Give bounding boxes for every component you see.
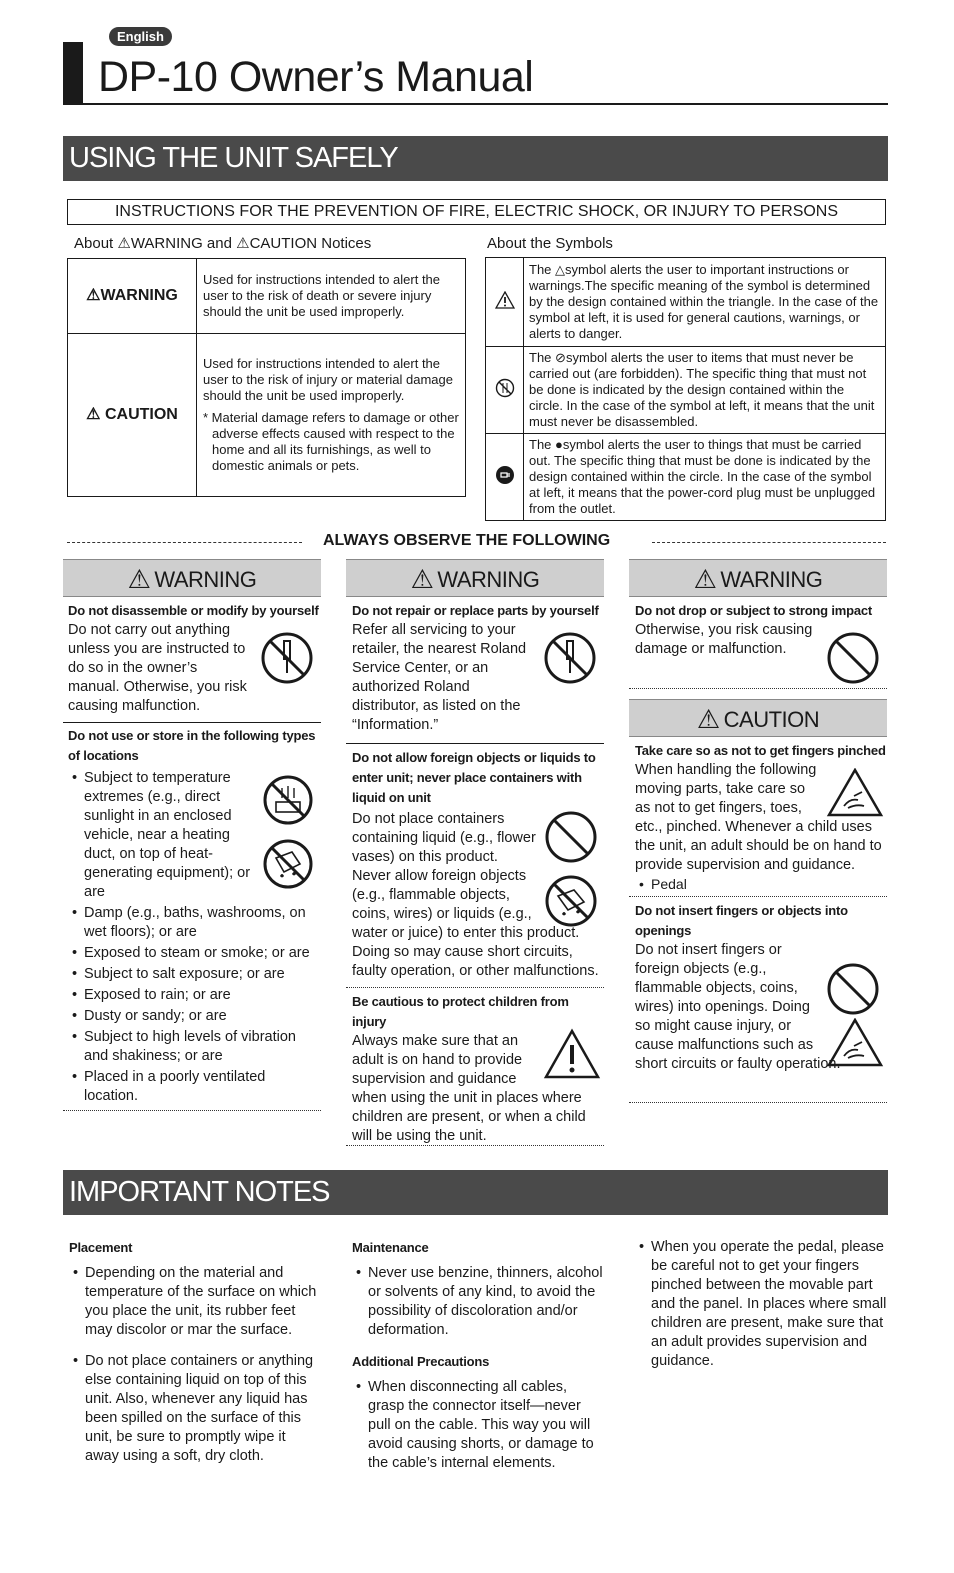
triangle-outline-icon: △ (555, 262, 566, 277)
forbidden-symbol-desc: The ⊘symbol alerts the user to items that must never be carried out (are forbidden). The specific thing that must not be done is indicated by the design contained within the circle. In the case of the symbol at left, it means that the unit must never be disassembled. (524, 347, 886, 434)
divider (346, 1145, 604, 1146)
pinched-list (629, 875, 887, 894)
triangle-symbol-desc: The △symbol alerts the user to important instructions or warnings.The specific meaning of the symbol is determined by the design contained within the triangle. In the case of the symbol at left, it is used for general cautions, warnings, or alerts to danger. (524, 258, 886, 347)
divider (629, 896, 887, 897)
heading-openings: Do not insert fingers or objects into openings (635, 903, 848, 938)
caution-triangle-icon: ⚠ (236, 235, 250, 252)
always-observe-heading: ALWAYS OBSERVE THE FOLLOWING (323, 532, 611, 549)
no-disassemble-icon (260, 631, 314, 685)
divider (629, 1102, 887, 1103)
warning-label-cell: ⚠WARNING (68, 259, 197, 334)
divider (629, 688, 887, 689)
divider (652, 542, 886, 543)
warning-triangle-icon: ⚠ (117, 235, 131, 252)
pedal-note-list (635, 1238, 887, 1371)
no-liquid-icon (544, 874, 598, 928)
additional-list (352, 1378, 604, 1473)
list-item: • Subject to salt exposure; or are (68, 965, 321, 984)
notices-table (67, 258, 466, 497)
list-item: • Subject to temperature extremes (e.g., direct sunlight in an enclosed vehicle, near a heating duct, on top of heat-generating equipment); or are (68, 769, 321, 902)
list-item: • Placed in a poorly ventilated location. (68, 1068, 321, 1106)
text-repair: Refer all servicing to your retailer, the nearest Roland Service Center, or an authorized Roland distributor, as listed on the “Information.” (352, 622, 527, 733)
text-openings: Do not insert fingers or foreign objects (e.g., flammable objects, coins, wires) into openings. Doing so might cause injury, or cause malfunctions such as short circuits or faulty operation. (635, 942, 841, 1072)
heading-children: Be cautious to protect children from injury (352, 994, 569, 1029)
heading-disassemble: Do not disassemble or modify by yourself (68, 603, 319, 618)
instructions-title: INSTRUCTIONS FOR THE PREVENTION OF FIRE, ELECTRIC SHOCK, OR INJURY TO PERSONS (67, 199, 886, 225)
list-item: • Exposed to steam or smoke; or are (68, 944, 321, 963)
placement-list (69, 1264, 321, 1466)
no-repair-icon (543, 631, 597, 685)
list-item: • Pedal (635, 875, 887, 894)
warning-triangle-icon: ⚠ (86, 287, 101, 304)
heading-repair: Do not repair or replace parts by yourself (352, 603, 599, 618)
heading-drop: Do not drop or subject to strong impact (635, 603, 873, 618)
divider (67, 542, 302, 543)
additional-heading: Additional Precautions (352, 1354, 490, 1369)
list-item: • When you operate the pedal, please be careful not to get your fingers pinched between the movable part and the panel. In places where small children are present, make sure that an adult provides supervision and guidance. (635, 1238, 887, 1371)
caution-triangle-icon: ⚠ (696, 704, 720, 734)
section-title-notes: IMPORTANT NOTES (63, 1170, 888, 1215)
heading-locations: Do not use or store in the following types of locations (68, 728, 316, 763)
divider (346, 987, 604, 988)
text-foreign-objects: Do not place containers containing liquid (e.g., flower vases) on this product. Never allow foreign objects (e.g., flammable objects, coins, wires) or liquids (e.g., water or juice) to enter this product. Doing so may cause short circuits, faulty operation, or other malfunctions. (352, 811, 599, 979)
warning-desc: Used for instructions intended to alert the user to the risk of death or severe injury should the unit be used improperly. (197, 259, 466, 334)
triangle-symbol-cell (486, 258, 524, 347)
symbols-table (485, 257, 886, 521)
caution-desc-cell (197, 334, 466, 497)
title-accent-bar (63, 42, 83, 104)
list-item: • Exposed to rain; or are (68, 986, 321, 1005)
divider (63, 1110, 321, 1111)
no-water-icon (262, 838, 314, 890)
maintenance-heading: Maintenance (352, 1240, 429, 1255)
text-disassemble: Do not carry out anything unless you are instructed to do so in the owner’s manual. Otherwise, you risk causing malfunction. (68, 622, 247, 714)
caution-label-cell: ⚠ CAUTION (68, 334, 197, 497)
no-heat-icon (262, 774, 314, 826)
caution-triangle-icon: ⚠ (86, 406, 101, 423)
warning-triangle-icon: ⚠ (693, 564, 717, 594)
text-pinched: When handling the following moving parts, take care so as not to get fingers, toes, etc., pinched. Whenever a child uses the unit, an adult should be on hand to provide supervision and guidance. (635, 762, 882, 873)
section-title-safety: USING THE UNIT SAFELY (63, 136, 888, 181)
text-children: Always make sure that an adult is on hand to provide supervision and guidance when using the unit in places where children are present, or when a child will be using the unit. (352, 1033, 586, 1144)
list-item: • Subject to high levels of vibration and shakiness; or are (68, 1028, 321, 1066)
pinch-hazard-icon (826, 768, 884, 818)
maintenance-list (352, 1264, 604, 1340)
forbidden-symbol-cell (486, 347, 524, 434)
required-symbol-cell (486, 434, 524, 521)
divider (346, 743, 604, 744)
caution-note: * Material damage refers to damage or other adverse effects caused with respect to the home and all its furnishings, as well to domestic animals or pets. (203, 410, 459, 473)
filled-circle-icon: ● (555, 437, 563, 452)
page-title: DP-10 Owner’s Manual (98, 53, 534, 101)
list-item: • Dusty or sandy; or are (68, 1007, 321, 1026)
divider (63, 722, 321, 723)
language-badge: English (109, 27, 172, 46)
pinch-hazard-icon (826, 1018, 884, 1068)
no-disassembly-icon (495, 378, 515, 398)
prohibition-outline-icon: ⊘ (555, 350, 566, 365)
notes-column-1 (69, 1238, 321, 1478)
warning-header: ⚠ WARNING (346, 559, 604, 597)
list-item: • Damp (e.g., baths, washrooms, on wet floors); or are (68, 904, 321, 942)
notes-column-2 (352, 1238, 604, 1485)
warning-header: ⚠ WARNING (629, 559, 887, 597)
list-item: • Depending on the material and temperature of the surface on which you place the unit, its rubber feet may discolor or mar the surface. (69, 1264, 321, 1340)
title-rule (63, 103, 888, 105)
heading-foreign-objects: Do not allow foreign objects or liquids to enter unit; never place containers with liquid on unit (352, 750, 596, 805)
warning-triangle-icon: ⚠ (127, 564, 151, 594)
symbols-heading: About the Symbols (487, 235, 613, 252)
prohibition-icon (544, 810, 598, 864)
prohibition-icon (826, 962, 880, 1016)
prohibition-icon (826, 631, 880, 685)
list-item: • Never use benzine, thinners, alcohol or solvents of any kind, to avoid the possibility of discoloration and/or deformation. (352, 1264, 604, 1340)
heading-pinched: Take care so as not to get fingers pinched (635, 743, 886, 758)
caution-triangle-icon (543, 1028, 601, 1080)
caution-desc: Used for instructions intended to alert the user to the risk of injury or material damage should the unit be used improperly. (203, 356, 453, 403)
notes-column-3 (635, 1238, 887, 1383)
warning-triangle-icon (495, 291, 515, 309)
unplug-icon (495, 465, 515, 485)
notices-heading: About ⚠WARNING and ⚠CAUTION Notices (74, 235, 372, 252)
list-item: • When disconnecting all cables, grasp the connector itself—never pull on the cable. This way you will avoid causing shorts, or damage to the cable’s internal elements. (352, 1378, 604, 1473)
placement-heading: Placement (69, 1240, 133, 1255)
warning-triangle-icon: ⚠ (410, 564, 434, 594)
text-drop: Otherwise, you risk causing damage or malfunction. (635, 622, 813, 657)
caution-header: ⚠ CAUTION (629, 699, 887, 737)
list-item: • Do not place containers or anything else containing liquid on top of this unit. Also, whenever any liquid has been spilled on the surface of this unit, be sure to promptly wipe it away using a soft, dry cloth. (69, 1352, 321, 1466)
warning-header: ⚠ WARNING (63, 559, 321, 597)
required-symbol-desc: The ●symbol alerts the user to things that must be carried out. The specific thing that must be done is indicated by the design contained within the circle. In the case of the symbol at left, it means that the power-cord plug must be unplugged from the outlet. (524, 434, 886, 521)
